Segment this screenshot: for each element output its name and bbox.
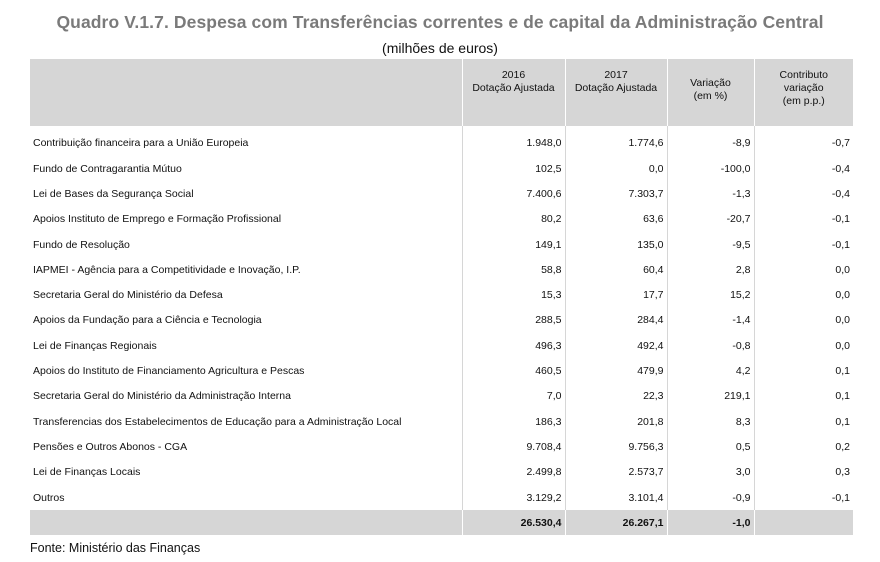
value-2016: 149,1 (462, 232, 565, 257)
variacao: 0,5 (667, 434, 754, 459)
contributo: -0,1 (754, 207, 853, 232)
value-2016: 7,0 (462, 384, 565, 409)
header-2016: 2016 Dotação Ajustada (462, 59, 565, 126)
row-label: Secretaria Geral do Ministério da Administração Interna (33, 390, 291, 403)
row-label: Fundo de Resolução (33, 238, 130, 251)
row-label: Secretaria Geral do Ministério da Defesa (33, 289, 223, 302)
variacao: 2,8 (667, 257, 754, 282)
contributo: 0,0 (754, 282, 853, 307)
row-label: Fundo de Contragarantia Mútuo (33, 162, 182, 175)
contributo: -0,1 (754, 485, 853, 510)
contributo: 0,1 (754, 384, 853, 409)
value-2016: 80,2 (462, 207, 565, 232)
value-2017: 17,7 (565, 282, 667, 307)
row-label: Lei de Bases da Segurança Social (33, 187, 194, 200)
variacao: -0,8 (667, 333, 754, 358)
table-subtitle: (milhões de euros) (382, 40, 498, 56)
value-2017: 284,4 (565, 308, 667, 333)
contributo: 0,0 (754, 308, 853, 333)
variacao: 8,3 (667, 409, 754, 434)
row-label: Apoios da Fundação para a Ciência e Tecnologia (33, 314, 262, 327)
row-label: IAPMEI - Agência para a Competitividade e Inovação, I.P. (33, 263, 301, 276)
value-2017: 135,0 (565, 232, 667, 257)
table-row (30, 257, 853, 282)
header-label-cell (30, 59, 462, 126)
total-label (30, 510, 462, 535)
table-row (30, 126, 853, 156)
value-2017: 0,0 (565, 156, 667, 181)
value-2016: 2.499,8 (462, 460, 565, 485)
total-contributo (754, 510, 853, 535)
value-2017: 63,6 (565, 207, 667, 232)
total-row (30, 510, 853, 535)
value-2017: 492,4 (565, 333, 667, 358)
table-row (30, 308, 853, 333)
value-2017: 60,4 (565, 257, 667, 282)
table-row (30, 282, 853, 307)
value-2016: 102,5 (462, 156, 565, 181)
value-2017: 479,9 (565, 358, 667, 383)
contributo: 0,2 (754, 434, 853, 459)
table-row (30, 207, 853, 232)
table-row (30, 434, 853, 459)
table-row (30, 181, 853, 206)
value-2017: 7.303,7 (565, 181, 667, 206)
table-row (30, 333, 853, 358)
table-row (30, 232, 853, 257)
total-2017: 26.267,1 (565, 510, 667, 535)
data-table-container (30, 59, 853, 535)
value-2016: 3.129,2 (462, 485, 565, 510)
row-label: Apoios do Instituto de Financiamento Agricultura e Pescas (33, 365, 305, 378)
row-label: Transferencias dos Estabelecimentos de Educação para a Administração Local (33, 415, 402, 428)
table-row (30, 485, 853, 510)
row-label: Outros (33, 491, 65, 504)
data-table (30, 59, 853, 535)
value-2017: 22,3 (565, 384, 667, 409)
row-label: Lei de Finanças Regionais (33, 339, 157, 352)
variacao: -9,5 (667, 232, 754, 257)
variacao: 15,2 (667, 282, 754, 307)
value-2016: 460,5 (462, 358, 565, 383)
contributo: -0,4 (754, 181, 853, 206)
variacao: 219,1 (667, 384, 754, 409)
table-row (30, 358, 853, 383)
total-variacao: -1,0 (667, 510, 754, 535)
value-2016: 288,5 (462, 308, 565, 333)
contributo: 0,1 (754, 358, 853, 383)
contributo: 0,1 (754, 409, 853, 434)
value-2016: 15,3 (462, 282, 565, 307)
row-label: Apoios Instituto de Emprego e Formação Profissional (33, 213, 282, 226)
row-label: Lei de Finanças Locais (33, 466, 141, 479)
value-2016: 186,3 (462, 409, 565, 434)
contributo: -0,4 (754, 156, 853, 181)
variacao: -1,4 (667, 308, 754, 333)
contributo: 0,0 (754, 257, 853, 282)
table-row (30, 409, 853, 434)
table-title: Quadro V.1.7. Despesa com Transferências correntes e de capital da Administração Central (56, 12, 824, 32)
value-2016: 58,8 (462, 257, 565, 282)
total-2016: 26.530,4 (462, 510, 565, 535)
source-note: Fonte: Ministério das Finanças (30, 541, 201, 555)
table-body (30, 126, 853, 510)
variacao: -20,7 (667, 207, 754, 232)
header-variacao: Variação (em %) (667, 59, 754, 126)
variacao: 4,2 (667, 358, 754, 383)
variacao: -0,9 (667, 485, 754, 510)
row-label: Contribuição financeira para a União Europeia (33, 137, 249, 149)
contributo: 0,0 (754, 333, 853, 358)
value-2017: 9.756,3 (565, 434, 667, 459)
contributo: -0,7 (754, 126, 853, 156)
table-row (30, 156, 853, 181)
value-2017: 2.573,7 (565, 460, 667, 485)
value-2016: 7.400,6 (462, 181, 565, 206)
row-label: Pensões e Outros Abonos - CGA (33, 440, 188, 453)
value-2017: 1.774,6 (565, 126, 667, 156)
variacao: -1,3 (667, 181, 754, 206)
header-contributo: Contributo variação (em p.p.) (754, 59, 853, 126)
value-2016: 9.708,4 (462, 434, 565, 459)
value-2016: 496,3 (462, 333, 565, 358)
header-2017: 2017 Dotação Ajustada (565, 59, 667, 126)
value-2017: 3.101,4 (565, 485, 667, 510)
table-row (30, 384, 853, 409)
contributo: -0,1 (754, 232, 853, 257)
variacao: -100,0 (667, 156, 754, 181)
value-2016: 1.948,0 (462, 126, 565, 156)
table-header-row (30, 59, 853, 126)
variacao: 3,0 (667, 460, 754, 485)
table-row (30, 460, 853, 485)
value-2017: 201,8 (565, 409, 667, 434)
variacao: -8,9 (667, 126, 754, 156)
contributo: 0,3 (754, 460, 853, 485)
